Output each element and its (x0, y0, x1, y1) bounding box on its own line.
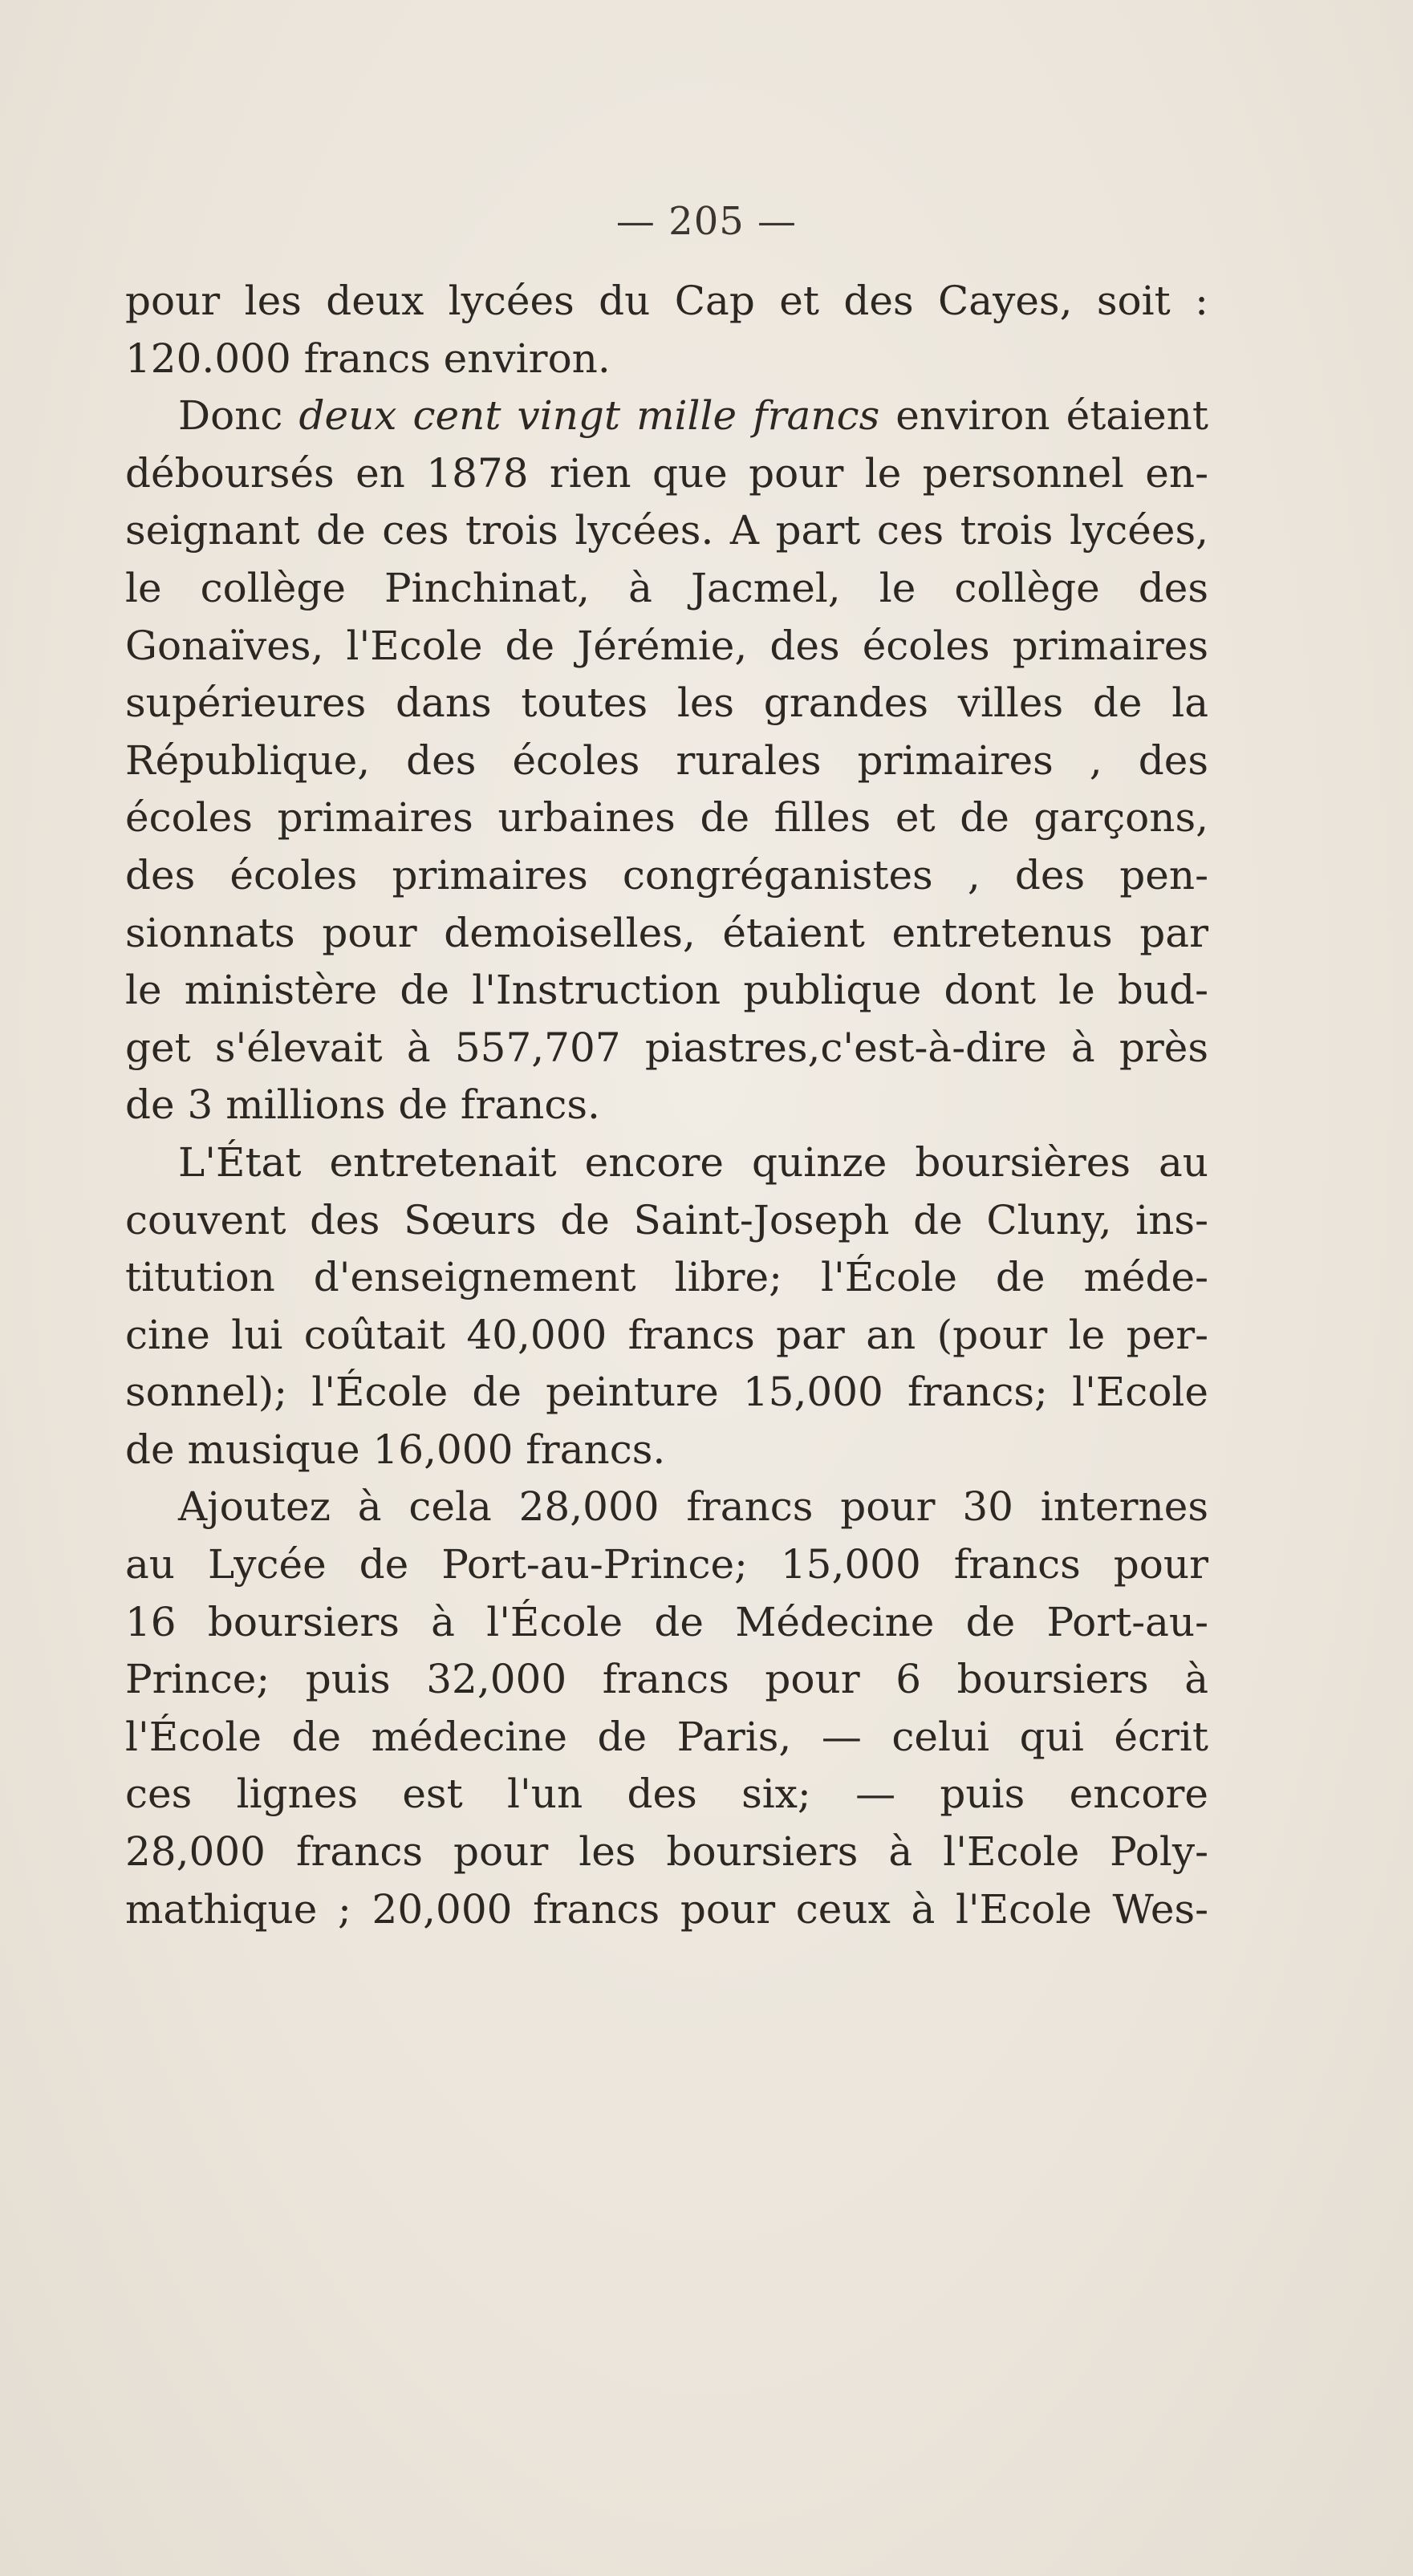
text-line: pour les deux lycées du Cap et des Cayes, soit : (125, 278, 1208, 324)
text-line: 28,000 francs pour les boursiers à l'Ecole Poly- (125, 1828, 1208, 1876)
text-line: au Lycée de Port-au-Prince; 15,000 francs pour (125, 1541, 1208, 1588)
text-line: Gonaïves, l'Ecole de Jérémie, des écoles primaires (125, 622, 1208, 669)
page-number: — 205 — (615, 199, 798, 244)
text-line: titution d'enseignement libre; l'École de méde- (125, 1254, 1208, 1301)
text-line: seignant de ces trois lycées. A part ces trois lycées, (125, 507, 1208, 554)
text-segment: Donc (178, 392, 299, 440)
text-line: 16 boursiers à l'École de Médecine de Port-au- (125, 1598, 1208, 1645)
text-line: Prince; puis 32,000 francs pour 6 boursiers à (125, 1656, 1208, 1703)
text-line: mathique ; 20,000 francs pour ceux à l'Ecole Wes- (125, 1885, 1208, 1933)
text-line: couvent des Sœurs de Saint-Joseph de Cluny, ins- (125, 1196, 1208, 1243)
text-line: Ajoutez à cela 28,000 francs pour 30 internes (178, 1483, 1208, 1531)
text-line: 120.000 francs environ. (125, 335, 611, 382)
text-line: sionnats pour demoiselles, étaient entretenus par (125, 909, 1208, 956)
text-line: déboursés en 1878 rien que pour le personnel en- (125, 449, 1208, 497)
text-line: ces lignes est l'un des six; — puis encore (125, 1771, 1208, 1818)
text-line: écoles primaires urbaines de filles et de garçons, (125, 794, 1208, 842)
text-line: supérieures dans toutes les grandes villes de la (125, 679, 1208, 727)
emphasized-text: deux cent vingt mille francs (298, 392, 880, 440)
text-line: des écoles primaires congréganistes , des pen- (125, 851, 1208, 899)
text-segment: environ étaient (879, 392, 1208, 440)
text-line: get s'élevait à 557,707 piastres,c'est-à-dire à près (125, 1024, 1208, 1071)
text-line: de musique 16,000 francs. (125, 1426, 666, 1473)
text-line: sonnel); l'École de peinture 15,000 francs; l'Ecole (125, 1369, 1208, 1416)
text-line: l'École de médecine de Paris, — celui qui écrit (125, 1713, 1208, 1760)
text-line: le ministère de l'Instruction publique dont le bud- (125, 967, 1208, 1014)
text-line: République, des écoles rurales primaires , des (125, 736, 1208, 784)
body-text (125, 273, 1208, 1938)
text-line: L'État entretenait encore quinze boursières au (178, 1138, 1208, 1186)
text-line: de 3 millions de francs. (125, 1081, 600, 1129)
text-line: cine lui coûtait 40,000 francs par an (pour le per- (125, 1311, 1208, 1358)
text-line-with-emphasis (125, 387, 1208, 445)
text-line: le collège Pinchinat, à Jacmel, le collège des (125, 564, 1208, 611)
